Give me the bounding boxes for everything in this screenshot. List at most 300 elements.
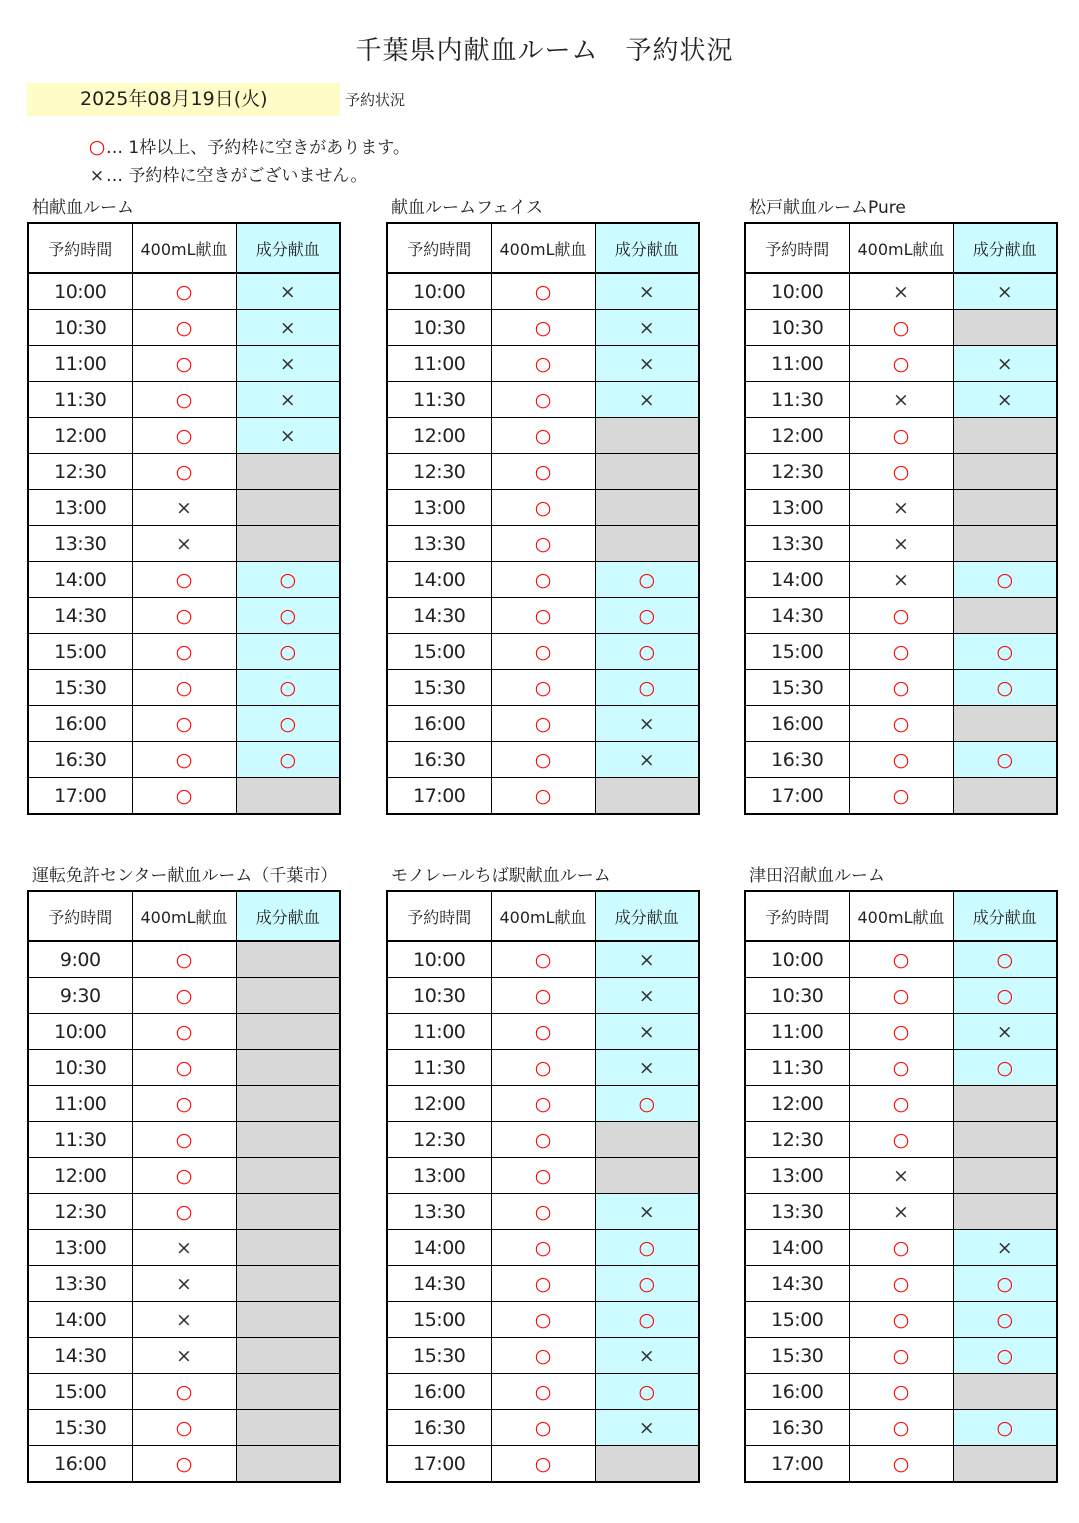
whole-blood-status bbox=[849, 1302, 953, 1338]
legend-full bbox=[88, 161, 367, 186]
available-mark: ○ bbox=[175, 984, 193, 1007]
component-status bbox=[595, 1410, 699, 1446]
time-cell: 16:30 bbox=[387, 1410, 491, 1446]
table-row bbox=[28, 490, 340, 526]
whole-blood-status bbox=[849, 1374, 953, 1410]
time-cell: 15:00 bbox=[387, 634, 491, 670]
whole-blood-status bbox=[132, 670, 236, 706]
available-mark: ○ bbox=[638, 1308, 656, 1331]
whole-blood-status bbox=[491, 1230, 595, 1266]
whole-blood-status bbox=[132, 978, 236, 1014]
whole-blood-status bbox=[132, 418, 236, 454]
available-mark: ○ bbox=[175, 1128, 193, 1151]
full-mark: × bbox=[638, 1416, 655, 1439]
whole-blood-status bbox=[849, 1266, 953, 1302]
available-mark: ○ bbox=[638, 640, 656, 663]
component-status bbox=[236, 490, 340, 526]
component-status bbox=[595, 1446, 699, 1483]
component-status bbox=[953, 273, 1057, 310]
available-mark: ○ bbox=[534, 748, 552, 771]
header-component: 成分献血 bbox=[953, 223, 1057, 273]
whole-blood-status bbox=[132, 1050, 236, 1086]
whole-blood-status bbox=[849, 346, 953, 382]
time-cell: 14:30 bbox=[28, 598, 132, 634]
whole-blood-status bbox=[849, 1158, 953, 1194]
time-cell: 14:30 bbox=[745, 1266, 849, 1302]
available-mark: ○ bbox=[534, 424, 552, 447]
whole-blood-status bbox=[849, 1230, 953, 1266]
component-status bbox=[595, 978, 699, 1014]
time-cell: 11:00 bbox=[28, 346, 132, 382]
time-cell: 13:30 bbox=[28, 526, 132, 562]
available-mark: ○ bbox=[892, 948, 910, 971]
table-row bbox=[745, 778, 1057, 815]
available-mark: ○ bbox=[279, 640, 297, 663]
table-row bbox=[28, 1410, 340, 1446]
whole-blood-status bbox=[132, 1014, 236, 1050]
component-status bbox=[595, 1122, 699, 1158]
header-row bbox=[28, 223, 340, 273]
component-status bbox=[953, 1158, 1057, 1194]
full-mark: × bbox=[893, 568, 909, 591]
table-row bbox=[28, 382, 340, 418]
table-row bbox=[28, 1122, 340, 1158]
header-component: 成分献血 bbox=[953, 891, 1057, 941]
schedule-table bbox=[386, 222, 700, 815]
time-cell: 17:00 bbox=[387, 1446, 491, 1483]
time-cell: 12:30 bbox=[28, 454, 132, 490]
available-mark: ○ bbox=[892, 784, 910, 807]
component-status bbox=[595, 1374, 699, 1410]
whole-blood-status bbox=[491, 670, 595, 706]
time-cell: 10:30 bbox=[745, 310, 849, 346]
time-cell: 12:00 bbox=[387, 418, 491, 454]
whole-blood-status bbox=[132, 598, 236, 634]
schedule-table bbox=[744, 890, 1058, 1483]
available-mark: ○ bbox=[534, 1056, 552, 1079]
table-row bbox=[387, 670, 699, 706]
table-row bbox=[387, 1338, 699, 1374]
table-row bbox=[745, 1014, 1057, 1050]
whole-blood-status bbox=[491, 1410, 595, 1446]
time-cell: 9:30 bbox=[28, 978, 132, 1014]
time-cell: 11:30 bbox=[387, 382, 491, 418]
whole-blood-status bbox=[849, 670, 953, 706]
header-400ml: 400mL献血 bbox=[132, 891, 236, 941]
header-400ml: 400mL献血 bbox=[849, 223, 953, 273]
time-cell: 13:30 bbox=[28, 1266, 132, 1302]
whole-blood-status bbox=[491, 706, 595, 742]
available-mark: ○ bbox=[279, 568, 297, 591]
time-cell: 14:00 bbox=[387, 1230, 491, 1266]
component-status bbox=[236, 634, 340, 670]
table-row bbox=[387, 1302, 699, 1338]
legend-available-text: … 1枠以上、予約枠に空きがあります。 bbox=[106, 138, 410, 158]
time-cell: 13:30 bbox=[745, 526, 849, 562]
component-status bbox=[595, 1086, 699, 1122]
available-mark: ○ bbox=[638, 568, 656, 591]
available-mark: ○ bbox=[996, 748, 1014, 771]
table-row bbox=[387, 1266, 699, 1302]
header-400ml: 400mL献血 bbox=[849, 891, 953, 941]
time-cell: 16:00 bbox=[745, 1374, 849, 1410]
full-mark: × bbox=[638, 1056, 655, 1079]
whole-blood-status bbox=[132, 1374, 236, 1410]
whole-blood-status bbox=[491, 346, 595, 382]
time-cell: 15:30 bbox=[745, 1338, 849, 1374]
table-row bbox=[745, 1374, 1057, 1410]
time-cell: 16:30 bbox=[745, 742, 849, 778]
whole-blood-status bbox=[132, 562, 236, 598]
table-row bbox=[28, 1302, 340, 1338]
available-mark: ○ bbox=[534, 1164, 552, 1187]
time-cell: 11:30 bbox=[28, 382, 132, 418]
time-cell: 12:00 bbox=[28, 1158, 132, 1194]
room-name: 献血ルームフェイス bbox=[391, 198, 543, 218]
component-status bbox=[595, 1230, 699, 1266]
whole-blood-status bbox=[132, 634, 236, 670]
room-name: 運転免許センター献血ルーム（千葉市） bbox=[32, 866, 338, 886]
table-row bbox=[28, 418, 340, 454]
schedule-table bbox=[27, 890, 341, 1483]
time-cell: 12:00 bbox=[28, 418, 132, 454]
full-mark: × bbox=[638, 1020, 655, 1043]
component-status bbox=[236, 526, 340, 562]
whole-blood-status bbox=[849, 706, 953, 742]
time-cell: 10:30 bbox=[745, 978, 849, 1014]
table-row bbox=[28, 1158, 340, 1194]
table-row bbox=[28, 1230, 340, 1266]
component-status bbox=[595, 941, 699, 978]
available-mark: ○ bbox=[996, 1056, 1014, 1079]
component-status bbox=[236, 1266, 340, 1302]
table-row bbox=[745, 1446, 1057, 1483]
table-row bbox=[387, 526, 699, 562]
table-row bbox=[745, 706, 1057, 742]
whole-blood-status bbox=[491, 1086, 595, 1122]
header-component: 成分献血 bbox=[236, 891, 340, 941]
available-mark: ○ bbox=[175, 712, 193, 735]
available-mark: ○ bbox=[534, 1020, 552, 1043]
component-status bbox=[236, 454, 340, 490]
whole-blood-status bbox=[491, 1158, 595, 1194]
available-mark: ○ bbox=[279, 748, 297, 771]
whole-blood-status bbox=[491, 1302, 595, 1338]
table-row bbox=[745, 454, 1057, 490]
table-row bbox=[745, 941, 1057, 978]
table-row bbox=[745, 598, 1057, 634]
available-mark: ○ bbox=[996, 676, 1014, 699]
full-mark: × bbox=[279, 280, 296, 303]
whole-blood-status bbox=[849, 634, 953, 670]
component-status bbox=[953, 562, 1057, 598]
available-mark: ○ bbox=[175, 640, 193, 663]
time-cell: 12:00 bbox=[387, 1086, 491, 1122]
table-row bbox=[745, 1158, 1057, 1194]
time-cell: 16:30 bbox=[745, 1410, 849, 1446]
table-row bbox=[745, 562, 1057, 598]
header-time: 予約時間 bbox=[28, 223, 132, 273]
table-row bbox=[745, 742, 1057, 778]
time-cell: 10:30 bbox=[28, 1050, 132, 1086]
time-cell: 15:30 bbox=[745, 670, 849, 706]
whole-blood-status bbox=[132, 1086, 236, 1122]
time-cell: 13:30 bbox=[745, 1194, 849, 1230]
available-mark: ○ bbox=[892, 1308, 910, 1331]
available-mark: ○ bbox=[534, 1200, 552, 1223]
time-cell: 14:30 bbox=[387, 598, 491, 634]
available-mark: ○ bbox=[534, 1308, 552, 1331]
table-row bbox=[745, 1266, 1057, 1302]
whole-blood-status bbox=[491, 1014, 595, 1050]
time-cell: 10:00 bbox=[28, 273, 132, 310]
table-row bbox=[28, 1086, 340, 1122]
available-mark: ○ bbox=[534, 352, 552, 375]
full-mark: × bbox=[996, 388, 1013, 411]
whole-blood-status bbox=[132, 778, 236, 815]
header-component: 成分献血 bbox=[236, 223, 340, 273]
time-cell: 15:30 bbox=[28, 670, 132, 706]
table-row bbox=[28, 1266, 340, 1302]
time-cell: 11:30 bbox=[745, 1050, 849, 1086]
component-status bbox=[595, 310, 699, 346]
time-cell: 10:30 bbox=[28, 310, 132, 346]
time-cell: 17:00 bbox=[28, 778, 132, 815]
time-cell: 12:30 bbox=[28, 1194, 132, 1230]
available-mark: ○ bbox=[892, 1092, 910, 1115]
table-row bbox=[387, 742, 699, 778]
table-row bbox=[28, 634, 340, 670]
full-mark: × bbox=[638, 984, 655, 1007]
component-status bbox=[236, 1158, 340, 1194]
available-mark: ○ bbox=[175, 1164, 193, 1187]
whole-blood-status bbox=[491, 310, 595, 346]
component-status bbox=[236, 1122, 340, 1158]
table-row bbox=[28, 346, 340, 382]
whole-blood-status bbox=[491, 778, 595, 815]
table-row bbox=[387, 1050, 699, 1086]
available-mark: ○ bbox=[534, 532, 552, 555]
whole-blood-status bbox=[849, 1050, 953, 1086]
whole-blood-status bbox=[491, 562, 595, 598]
time-cell: 13:00 bbox=[28, 490, 132, 526]
table-row bbox=[745, 346, 1057, 382]
whole-blood-status bbox=[491, 490, 595, 526]
component-status bbox=[236, 1086, 340, 1122]
table-row bbox=[387, 454, 699, 490]
whole-blood-status bbox=[132, 346, 236, 382]
whole-blood-status bbox=[849, 778, 953, 815]
table-row bbox=[28, 1446, 340, 1483]
time-cell: 13:30 bbox=[387, 1194, 491, 1230]
whole-blood-status bbox=[849, 1014, 953, 1050]
available-mark: ○ bbox=[534, 1128, 552, 1151]
time-cell: 11:30 bbox=[387, 1050, 491, 1086]
header-row bbox=[28, 891, 340, 941]
whole-blood-status bbox=[132, 273, 236, 310]
table-row bbox=[745, 1230, 1057, 1266]
component-status bbox=[236, 1338, 340, 1374]
component-status bbox=[236, 1374, 340, 1410]
full-mark: × bbox=[176, 1236, 192, 1259]
full-mark: × bbox=[279, 424, 296, 447]
table-row bbox=[28, 706, 340, 742]
full-mark: × bbox=[638, 280, 655, 303]
header-time: 予約時間 bbox=[745, 223, 849, 273]
table-row bbox=[387, 634, 699, 670]
available-mark: ○ bbox=[175, 676, 193, 699]
whole-blood-status bbox=[849, 454, 953, 490]
component-status bbox=[595, 706, 699, 742]
whole-blood-status bbox=[849, 941, 953, 978]
available-mark: ○ bbox=[175, 1200, 193, 1223]
whole-blood-status bbox=[491, 941, 595, 978]
component-status bbox=[595, 562, 699, 598]
component-status bbox=[953, 1122, 1057, 1158]
table-row bbox=[745, 1050, 1057, 1086]
table-row bbox=[28, 526, 340, 562]
component-status bbox=[236, 1050, 340, 1086]
component-status bbox=[236, 978, 340, 1014]
time-cell: 10:00 bbox=[387, 273, 491, 310]
available-mark: ○ bbox=[175, 460, 193, 483]
component-status bbox=[595, 1158, 699, 1194]
whole-blood-status bbox=[849, 1338, 953, 1374]
whole-blood-status bbox=[132, 1266, 236, 1302]
time-cell: 14:00 bbox=[28, 562, 132, 598]
available-mark: ○ bbox=[175, 1380, 193, 1403]
table-row bbox=[745, 1338, 1057, 1374]
whole-blood-status bbox=[491, 526, 595, 562]
available-mark: ○ bbox=[892, 1452, 910, 1475]
available-mark: ○ bbox=[534, 640, 552, 663]
table-row bbox=[28, 1014, 340, 1050]
time-cell: 12:30 bbox=[745, 454, 849, 490]
component-status bbox=[595, 670, 699, 706]
full-mark: × bbox=[638, 352, 655, 375]
table-row bbox=[745, 1086, 1057, 1122]
whole-blood-status bbox=[491, 1446, 595, 1483]
table-row bbox=[387, 1410, 699, 1446]
table-row bbox=[387, 941, 699, 978]
available-mark: ○ bbox=[534, 712, 552, 735]
whole-blood-status bbox=[132, 1230, 236, 1266]
available-mark: ○ bbox=[892, 1272, 910, 1295]
component-status bbox=[953, 1086, 1057, 1122]
whole-blood-status bbox=[132, 742, 236, 778]
full-mark: × bbox=[893, 1164, 909, 1187]
component-status bbox=[953, 634, 1057, 670]
component-status bbox=[236, 941, 340, 978]
available-mark: ○ bbox=[996, 1344, 1014, 1367]
time-cell: 16:00 bbox=[387, 706, 491, 742]
whole-blood-status bbox=[132, 941, 236, 978]
header-400ml: 400mL献血 bbox=[491, 891, 595, 941]
available-mark: ○ bbox=[534, 280, 552, 303]
full-mark: × bbox=[638, 948, 655, 971]
time-cell: 14:30 bbox=[28, 1338, 132, 1374]
available-mark: ○ bbox=[892, 352, 910, 375]
whole-blood-status bbox=[849, 526, 953, 562]
table-row bbox=[387, 1230, 699, 1266]
time-cell: 15:30 bbox=[28, 1410, 132, 1446]
available-mark: ○ bbox=[892, 604, 910, 627]
time-cell: 15:00 bbox=[28, 1374, 132, 1410]
component-status bbox=[236, 273, 340, 310]
full-mark: × bbox=[638, 1200, 655, 1223]
time-cell: 16:30 bbox=[28, 742, 132, 778]
whole-blood-status bbox=[132, 310, 236, 346]
component-status bbox=[595, 1302, 699, 1338]
available-mark: ○ bbox=[534, 984, 552, 1007]
available-mark: ○ bbox=[892, 1020, 910, 1043]
component-status bbox=[595, 526, 699, 562]
header-time: 予約時間 bbox=[387, 891, 491, 941]
component-status bbox=[953, 526, 1057, 562]
available-mark: ○ bbox=[175, 1092, 193, 1115]
table-row bbox=[387, 1158, 699, 1194]
table-row bbox=[745, 634, 1057, 670]
component-status bbox=[953, 1194, 1057, 1230]
full-mark: × bbox=[638, 748, 655, 771]
legend-available bbox=[88, 133, 410, 158]
full-mark: × bbox=[996, 1020, 1013, 1043]
full-mark: × bbox=[176, 532, 192, 555]
table-row bbox=[28, 978, 340, 1014]
full-mark: × bbox=[176, 1344, 192, 1367]
time-cell: 12:30 bbox=[387, 454, 491, 490]
time-cell: 10:30 bbox=[387, 978, 491, 1014]
component-status bbox=[953, 598, 1057, 634]
available-mark: ○ bbox=[892, 1128, 910, 1151]
available-mark: ○ bbox=[534, 1344, 552, 1367]
available-mark: ○ bbox=[996, 640, 1014, 663]
whole-blood-status bbox=[849, 1446, 953, 1483]
table-row bbox=[28, 310, 340, 346]
time-cell: 11:30 bbox=[28, 1122, 132, 1158]
table-row bbox=[745, 418, 1057, 454]
time-cell: 16:30 bbox=[387, 742, 491, 778]
header-400ml: 400mL献血 bbox=[491, 223, 595, 273]
whole-blood-status bbox=[849, 382, 953, 418]
whole-blood-status bbox=[491, 1266, 595, 1302]
time-cell: 16:00 bbox=[387, 1374, 491, 1410]
table-row bbox=[28, 941, 340, 978]
table-row bbox=[387, 1122, 699, 1158]
available-mark: ○ bbox=[892, 424, 910, 447]
whole-blood-status bbox=[849, 418, 953, 454]
whole-blood-status bbox=[491, 418, 595, 454]
component-status bbox=[595, 382, 699, 418]
whole-blood-status bbox=[849, 742, 953, 778]
full-mark: × bbox=[893, 1200, 909, 1223]
available-mark: ○ bbox=[279, 676, 297, 699]
whole-blood-status bbox=[849, 1194, 953, 1230]
time-cell: 16:00 bbox=[28, 1446, 132, 1483]
component-status bbox=[595, 778, 699, 815]
available-mark: ○ bbox=[892, 316, 910, 339]
room-name: 柏献血ルーム bbox=[32, 198, 134, 218]
available-mark: ○ bbox=[175, 1416, 193, 1439]
time-cell: 10:30 bbox=[387, 310, 491, 346]
component-status bbox=[236, 1410, 340, 1446]
table-row bbox=[387, 706, 699, 742]
whole-blood-status bbox=[491, 978, 595, 1014]
time-cell: 17:00 bbox=[745, 778, 849, 815]
table-row bbox=[387, 598, 699, 634]
component-status bbox=[595, 1014, 699, 1050]
component-status bbox=[236, 1194, 340, 1230]
